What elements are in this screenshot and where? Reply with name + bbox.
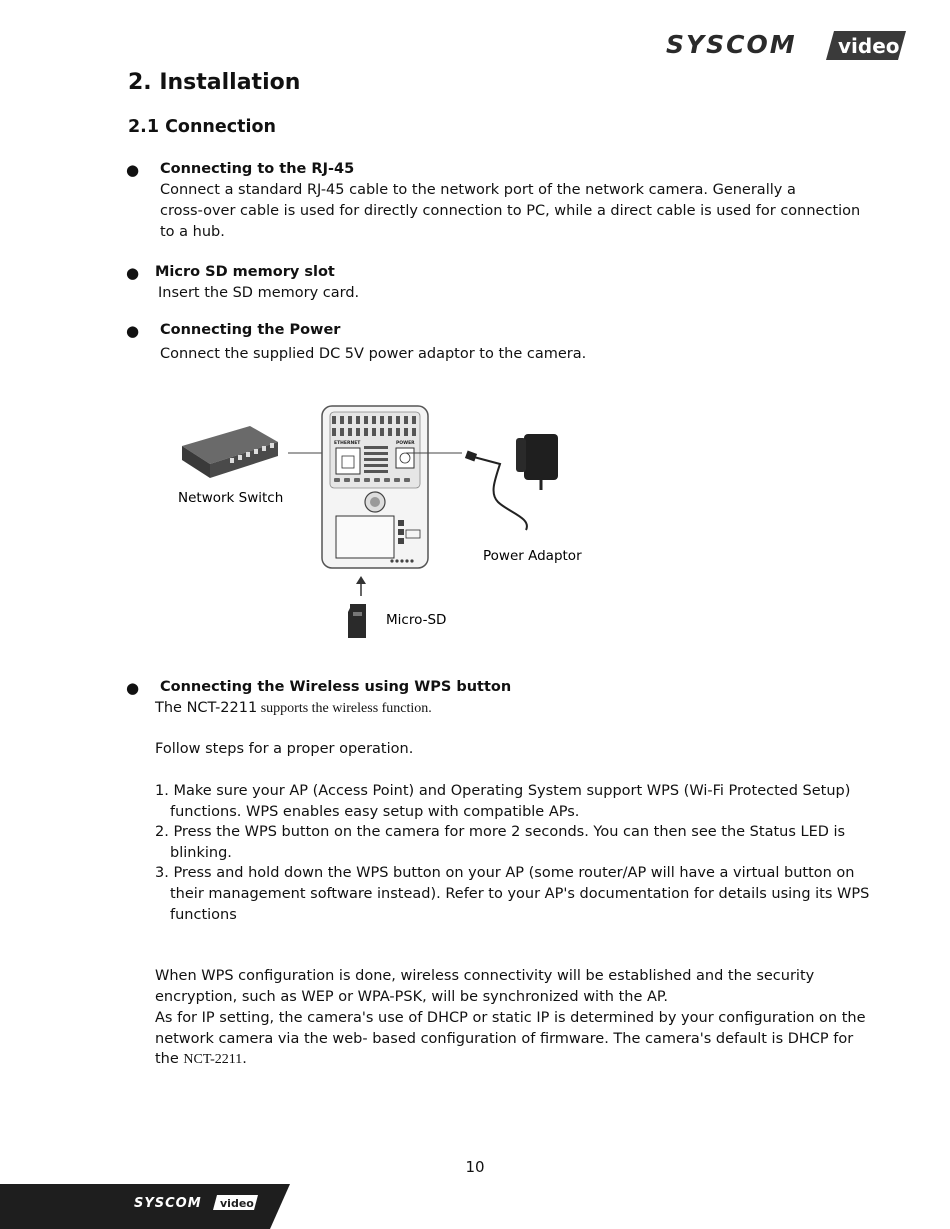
bullet-icon: ●: [126, 322, 140, 340]
page-number: 10: [465, 1158, 485, 1176]
wps-closing-3: As for IP setting, the camera's use of DHCP or static IP is determined by your configuration on the: [155, 1010, 866, 1026]
wps-closing-4: network camera via the web- based configuration of firmware. The camera's default is DHCP for: [155, 1031, 854, 1047]
wps-step-1: 1. Make sure your AP (Access Point) and Operating System support WPS (Wi-Fi Protected Setup): [155, 783, 851, 799]
wps-step-3: 3. Press and hold down the WPS button on your AP (some router/AP will have a virtual button on: [155, 865, 855, 881]
wps-step-3-cont: their management software instead). Refer to your AP's documentation for details using its WPS: [170, 886, 870, 902]
wps-step-1-cont: functions. WPS enables easy setup with compatible APs.: [170, 804, 580, 820]
wps-intro: The NCT-2211 supports the wireless function.: [155, 700, 432, 716]
page-title: 2. Installation: [128, 70, 301, 95]
sd-title: Micro SD memory slot: [155, 264, 335, 280]
power-title: Connecting the Power: [160, 322, 341, 338]
wps-step-2: 2. Press the WPS button on the camera for more 2 seconds. You can then see the Status LED is: [155, 824, 846, 840]
rj45-title: Connecting to the RJ-45: [160, 161, 355, 177]
logo-brand-word: SYSCOM: [666, 30, 797, 59]
network-switch-illustration: [182, 426, 278, 478]
micro-sd-label: Micro-SD: [386, 612, 447, 628]
rj45-line-3: to a hub.: [160, 224, 225, 240]
footer-brand-tag: video: [220, 1197, 254, 1210]
network-switch-label: Network Switch: [178, 490, 284, 506]
wps-closing-5: the NCT-2211.: [155, 1051, 247, 1067]
wps-closing-2: encryption, such as WEP or WPA-PSK, will be synchronized with the AP.: [155, 989, 668, 1005]
ethernet-port-label: ETHERNET: [334, 441, 361, 446]
section-heading: 2.1 Connection: [128, 117, 276, 137]
power-port-label: POWER: [396, 441, 415, 446]
connection-diagram: [170, 398, 590, 646]
bullet-icon: ●: [126, 264, 140, 282]
wps-follow: Follow steps for a proper operation.: [155, 741, 414, 757]
footer-logo-bar: [0, 1184, 300, 1229]
bullet-icon: ●: [126, 161, 140, 179]
bullet-icon: ●: [126, 679, 140, 697]
rj45-line-2: cross-over cable is used for directly connection to PC, while a direct cable is used for connection: [160, 203, 861, 219]
power-adaptor-label: Power Adaptor: [483, 548, 582, 564]
power-line-1: Connect the supplied DC 5V power adaptor to the camera.: [160, 346, 587, 362]
footer-brand-word: SYSCOM: [134, 1196, 202, 1211]
logo-brand-tag: video: [838, 34, 900, 58]
rj45-line-1: Connect a standard RJ-45 cable to the network port of the network camera. Generally a: [160, 182, 796, 198]
wps-step-2-cont: blinking.: [170, 845, 232, 861]
camera-illustration: [322, 406, 428, 568]
syscom-video-logo: [664, 28, 908, 62]
micro-sd-card-illustration: [348, 604, 366, 638]
wps-step-3-cont-2: functions: [170, 907, 237, 923]
wps-title: Connecting the Wireless using WPS button: [160, 679, 512, 695]
sd-line-1: Insert the SD memory card.: [158, 285, 360, 301]
wps-closing-1: When WPS configuration is done, wireless connectivity will be established and the security: [155, 968, 815, 984]
power-adaptor-illustration: [465, 434, 558, 530]
